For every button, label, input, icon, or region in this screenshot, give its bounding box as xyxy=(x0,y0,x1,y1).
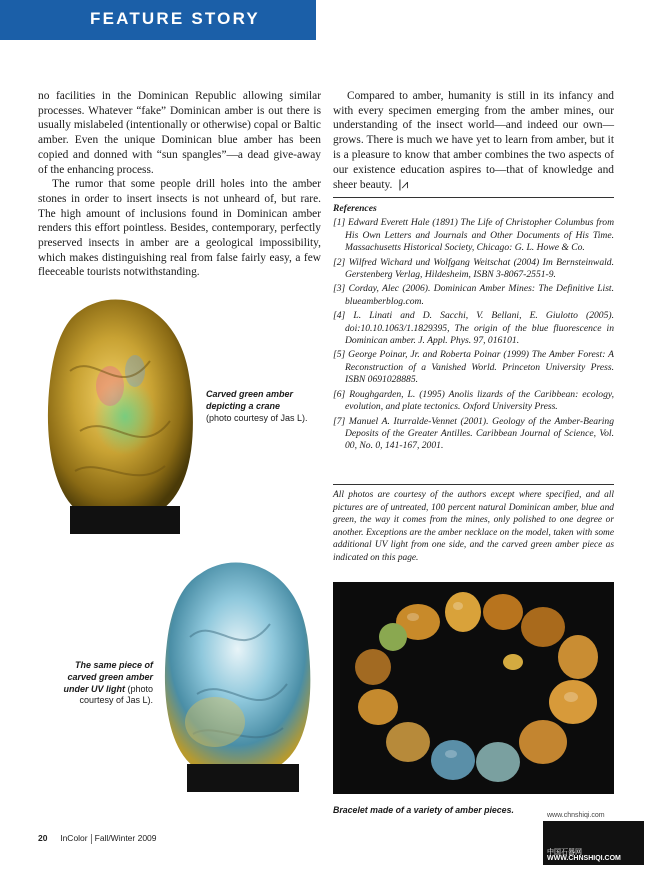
references-heading: References xyxy=(333,203,377,214)
uv-amber-caption xyxy=(44,660,153,707)
caption-bold: The same piece of carved green amber under UV light xyxy=(63,660,153,694)
uv-amber-photo xyxy=(155,552,315,792)
caption-bold: Carved green amber depicting a crane xyxy=(206,389,294,411)
watermark-line-2: WWW.CHNSHIQI.COM xyxy=(547,855,621,862)
reference-item: [7] Manuel A. Iturralde-Vennet (2001). Geology of the Amber-Bearing Deposits of the Greater Antilles. Caribbean Journal of Science, Vol. 00, No. 0, 141-167, 2001. xyxy=(333,415,614,452)
section-title: FEATURE STORY xyxy=(90,9,260,28)
page-number: 20 xyxy=(38,833,48,843)
bracelet-caption: Bracelet made of a variety of amber pieces. xyxy=(333,805,514,815)
caption-credit: (photo courtesy of Jas L). xyxy=(79,683,153,706)
reference-item: [3] Corday, Alec (2006). Dominican Amber Mines: The Definitive List. blueamberblog.com. xyxy=(333,283,614,307)
reference-item: [4] L. Linati and D. Sacchi, V. Bellani, E. Giulotto (2005). doi:10.10.1063/1.1829395, The origin of the blue fluorescence in Dominican amber. J. Appl. Phys. 97, 016101. xyxy=(333,310,614,347)
watermark-url: www.chnshiqi.com xyxy=(547,812,605,819)
bracelet-photo xyxy=(333,582,614,794)
section-banner xyxy=(0,0,316,40)
end-mark: |⩘ xyxy=(398,177,409,192)
reference-item: [1] Edward Everett Hale (1891) The Life of Christopher Columbus from His Own Letters and Journals and Other Documents of His Time. Massachusetts Historical Society, Chicago: G. L. Howe & Co. xyxy=(333,217,614,254)
right-paragraph-text: Compared to amber, humanity is still in its infancy and with every specimen emerging from the amber mines, our understanding of the insect world—and indeed our own—grows. There is much we have yet to learn from amber, but it is a pleasure to know that amber combines the two aspects of our existence education aspires to—that of knowledge and sheer beauty. xyxy=(333,90,614,192)
reference-item: [2] Wilfred Wichard und Wolfgang Weitschat (2004) Im Bernsteinwald. Gerstenberg Verlag, Hildesheim, ISBN 3-8067-2551-9. xyxy=(333,256,614,281)
right-paragraph-1 xyxy=(333,89,614,193)
references xyxy=(333,203,614,455)
reference-item: [5] George Poinar, Jr. and Roberta Poinar (1999) The Amber Forest: A Reconstruction of a Vanished World. Princeton University Press. ISBN 0691028885. xyxy=(333,349,614,386)
photo-note: All photos are courtesy of the authors except where specified, and all pictures are of untreated, 100 percent natural Dominican amber, blue and green, the way it comes from the mines, only polished to one degree or another. Exceptions are the amber necklace on the model, taken with some additional UV light from one side, and the carved green amber piece as indicated on this page. xyxy=(333,490,614,563)
caption-credit: (photo courtesy of Jas L). xyxy=(206,412,308,423)
left-paragraph-1: no facilities in the Dominican Republic allowing similar processes. Whatever “fake” Dominican amber is out there is usually mislabeled (intentionally or otherwise) copal or Baltic amber. Even the unique Dominican blue amber has been copied and donned with “sun spangles”—a dead give-away of the enhancing process. xyxy=(38,90,321,176)
magazine-name: InColor xyxy=(60,833,88,843)
watermark-line-1: 中国石器网 xyxy=(547,849,582,856)
carved-amber-caption xyxy=(206,389,316,424)
note-rule xyxy=(333,484,614,485)
reference-item: [6] Roughgarden, L. (1995) Anolis lizards of the Caribbean: ecology, evolution, and plate tectonics. Oxford University Press. xyxy=(333,388,614,413)
footer-separator xyxy=(91,834,92,844)
right-column xyxy=(333,89,614,193)
site-watermark xyxy=(543,810,644,866)
references-rule xyxy=(333,197,614,198)
carved-amber-photo xyxy=(40,291,198,534)
left-column xyxy=(38,89,321,280)
page-footer xyxy=(38,833,157,844)
left-paragraph-2: The rumor that some people drill holes into the amber stones in order to insert insects is not unheard of, but rare. The high amount of inclusions found in Dominican amber renders this effort pointless. Besides, contemporary, perfectly preserved insects in amber are a geological impossibility, which makes distinguishing real from false fairly easy, a few fleeceable tourists notwithstanding. xyxy=(38,178,321,279)
issue-date: Fall/Winter 2009 xyxy=(94,833,157,843)
